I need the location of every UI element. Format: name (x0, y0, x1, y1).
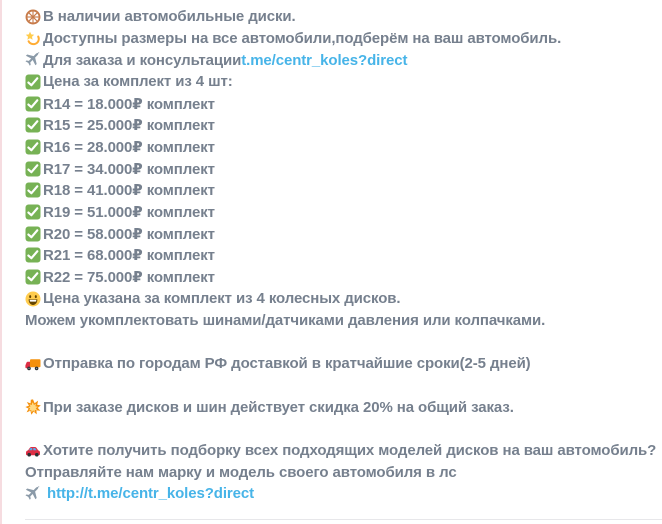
price-text: R18 = 41.000₽ комплект (43, 182, 215, 200)
check-icon (25, 74, 41, 90)
price-text: R17 = 34.000₽ комплект (43, 160, 215, 178)
price-text: R16 = 28.000₽ комплект (43, 138, 215, 156)
blank-line (25, 375, 655, 397)
collision-icon (25, 399, 41, 415)
price-text: R15 = 25.000₽ комплект (43, 117, 215, 135)
shipping-text: Отправка по городам РФ доставкой в кратчайшие сроки(2-5 дней) (43, 355, 531, 373)
discount-line (25, 396, 655, 418)
check-icon (25, 117, 41, 133)
price-header-text: Цена за комплект из 4 шт: (43, 73, 233, 91)
selection-cta-text: Отправляйте нам марку и модель своего автомобиля в лс (25, 463, 457, 481)
equip-note-text: Можем укомплектовать шинами/датчиками давления или колпачками. (25, 311, 546, 329)
price-row-r19 (25, 201, 655, 223)
check-icon (25, 204, 41, 220)
price-row-r20 (25, 223, 655, 245)
price-row-r18 (25, 180, 655, 202)
price-note-line (25, 288, 655, 310)
price-row-r17 (25, 158, 655, 180)
price-note-text: Цена указана за комплект из 4 колесных дисков. (43, 290, 401, 308)
wheels-post-text (25, 6, 655, 505)
wheel-icon (25, 9, 41, 25)
discount-text: При заказе дисков и шин действует скидка 20% на общий заказ. (43, 398, 514, 416)
delivery-truck-icon (25, 356, 41, 372)
price-header-line (25, 71, 655, 93)
price-text: R21 = 68.000₽ комплект (43, 247, 215, 265)
blank-line (25, 418, 655, 440)
red-car-icon (25, 443, 41, 459)
availability-text: В наличии автомобильные диски. (43, 8, 296, 26)
check-icon (25, 269, 41, 285)
price-row-r14 (25, 93, 655, 115)
dizzy-icon (25, 31, 41, 47)
check-icon (25, 161, 41, 177)
airplane-icon (25, 486, 41, 502)
price-row-r15 (25, 114, 655, 136)
price-text: R19 = 51.000₽ комплект (43, 204, 215, 222)
shipping-line (25, 353, 655, 375)
price-row-r16 (25, 136, 655, 158)
price-row-r21 (25, 245, 655, 267)
airplane-icon (25, 52, 41, 68)
grinning-face-icon (25, 291, 41, 307)
order-text: Для заказа и консультации (43, 51, 242, 69)
selection-question-text: Хотите получить подборку всех подходящих моделей дисков на ваш автомобиль? (43, 442, 657, 460)
check-icon (25, 247, 41, 263)
final-link[interactable]: http://t.me/centr_koles?direct (47, 485, 255, 503)
bottom-divider (25, 519, 662, 520)
availability-line (25, 6, 655, 28)
equip-note-line (25, 310, 655, 332)
check-icon (25, 226, 41, 242)
check-icon (25, 96, 41, 112)
left-edge-stripe (0, 0, 2, 524)
order-link[interactable]: t.me/centr_koles?direct (241, 51, 408, 69)
final-link-line (25, 483, 655, 505)
check-icon (25, 139, 41, 155)
check-icon (25, 182, 41, 198)
order-line (25, 49, 655, 71)
price-row-r22 (25, 266, 655, 288)
sizes-line (25, 28, 655, 50)
price-text: R22 = 75.000₽ комплект (43, 269, 215, 287)
sizes-text: Доступны размеры на все автомобили,подберём на ваш автомобиль. (43, 30, 562, 48)
price-text: R14 = 18.000₽ комплект (43, 95, 215, 113)
selection-question-line (25, 440, 655, 462)
selection-cta-line (25, 461, 655, 483)
blank-line (25, 331, 655, 353)
price-text: R20 = 58.000₽ комплект (43, 225, 215, 243)
